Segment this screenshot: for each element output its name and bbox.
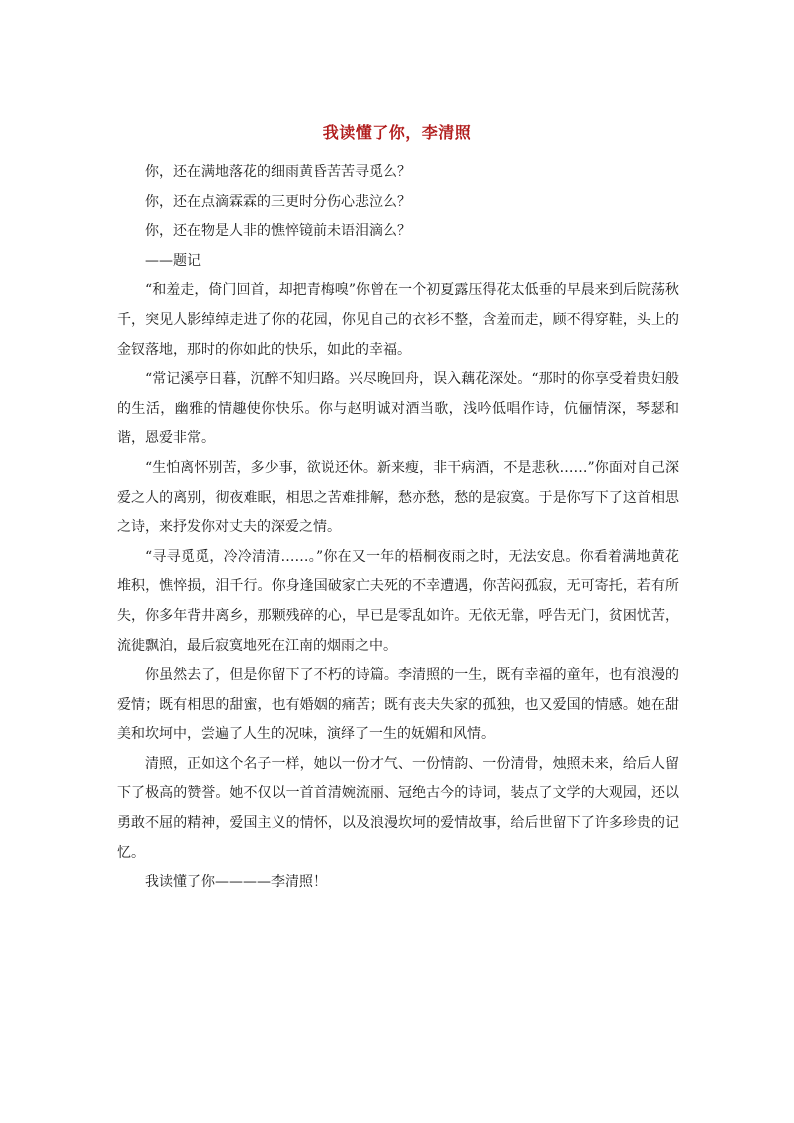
epigraph-line-3: 你，还在物是人非的憔悴镜前未语泪滴么？ [145, 223, 411, 240]
paragraph-5: 你虽然去了，但是你留下了不朽的诗篇。李清照的一生，既有幸福的童年，也有浪漫的爱情；既有相思的甜蜜，也有婚姻的痛苦；既有丧夫失家的孤独，也又爱国的情感。她在甜美和坎坷中，尝遍了人生的况味，演绎了一生的妩媚和风情。 [117, 667, 679, 743]
essay-title: 我读懂了你，李清照 [322, 123, 472, 142]
paragraph-2: “常记溪亭日暮，沉醉不知归路。兴尽晚回舟，误入藕花深处。“那时的你享受着贵妇般的生活，幽雅的情趣使你快乐。你与赵明诚对酒当歌，浅吟低唱作诗，伉俪情深，琴瑟和谐，恩爱非常。 [117, 371, 679, 447]
epigraph-line-2: 你，还在点滴霖霖的三更时分伤心悲泣么？ [145, 193, 411, 210]
essay-body [117, 158, 679, 898]
paragraph-1: “和羞走，倚门回首，却把青梅嗅”你曾在一个初夏露压得花太低垂的早晨来到后院荡秋千，突见人影绰绰走进了你的花园，你见自己的衣衫不整，含羞而走，顾不得穿鞋，头上的金钗落地，那时的你如此的快乐，如此的幸福。 [117, 282, 679, 358]
closing-line: 我读懂了你————李清照！ [145, 874, 327, 891]
epigraph-line-1: 你，还在满地落花的细雨黄昏苦苦寻觅么？ [145, 164, 411, 180]
paragraph-4: “寻寻觅觅，冷冷清清……。”你在又一年的梧桐夜雨之时，无法安息。你看着满地黄花堆积，憔悴损，泪千行。你身逢国破家亡夫死的不幸遭遇，你苦闷孤寂，无可寄托，若有所失，你多年背井离乡，那颗残碎的心，早已是零乱如许。无依无靠，呼告无门，贫困忧苦，流徙飘泊，最后寂寞地死在江南的烟雨之中。 [117, 548, 679, 654]
paragraph-3: “生怕离怀别苦，多少事，欲说还休。新来瘦，非干病酒，不是悲秋……”你面对自己深爱之人的离别，彻夜难眠，相思之苦难排解，愁亦愁，愁的是寂寞。于是你写下了这首相思之诗，来抒发你对丈夫的深爱之情。 [117, 459, 679, 536]
epigraph-attribution: ——题记 [145, 252, 201, 269]
paragraph-6: 清照，正如这个名子一样，她以一份才气、一份情韵、一份清骨，烛照未来，给后人留下了极高的赞誉。她不仅以一首首清婉流丽、冠绝古今的诗词，装点了文学的大观园，还以勇敢不屈的精神，爱国主义的情怀，以及浪漫坎坷的爱情故事，给后世留下了许多珍贵的记忆。 [117, 755, 679, 861]
